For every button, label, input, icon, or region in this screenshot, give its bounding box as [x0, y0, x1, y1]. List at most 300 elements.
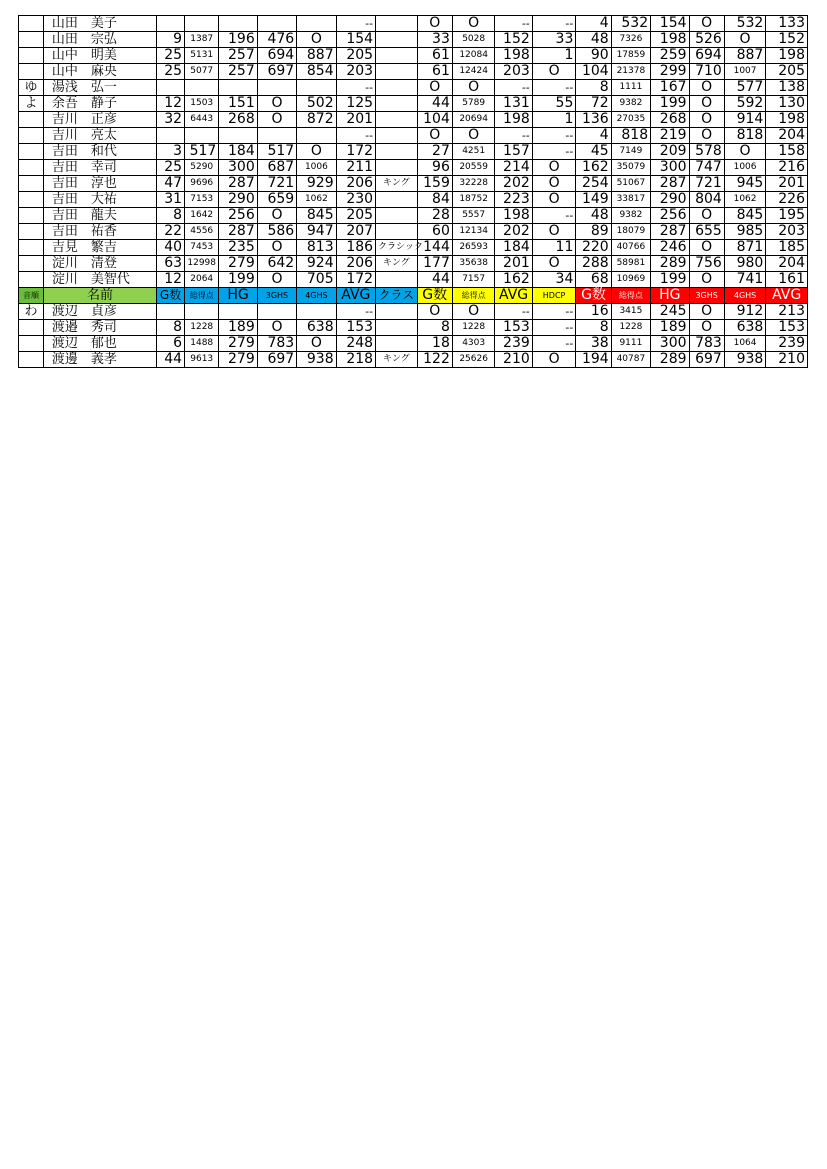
score-cell: 8	[157, 320, 185, 336]
score-cell: 17859	[611, 48, 650, 64]
score-cell: 8	[576, 320, 611, 336]
score-cell: 205	[336, 208, 375, 224]
row-index-kana: わ	[19, 304, 44, 320]
header-cell: HG	[651, 288, 689, 304]
score-cell: 4	[576, 128, 611, 144]
table-row	[19, 336, 808, 352]
table-row	[19, 256, 808, 272]
score-cell: 104	[417, 112, 452, 128]
score-cell	[157, 128, 185, 144]
bowling-score-table	[18, 15, 808, 368]
score-cell: 697	[689, 352, 724, 368]
score-cell	[376, 96, 418, 112]
row-index-kana	[19, 128, 44, 144]
score-cell: 476	[257, 32, 296, 48]
score-cell: 136	[576, 112, 611, 128]
score-cell: 256	[651, 208, 689, 224]
table-row	[19, 128, 808, 144]
rows-before-header	[19, 16, 808, 288]
score-cell: --	[532, 208, 576, 224]
score-cell: 204	[766, 128, 808, 144]
score-cell: 526	[689, 32, 724, 48]
score-cell: 61	[417, 48, 452, 64]
score-cell: 205	[766, 64, 808, 80]
score-cell: 279	[219, 256, 257, 272]
table-row	[19, 144, 808, 160]
score-cell: 697	[257, 352, 296, 368]
header-cell: G数	[157, 288, 185, 304]
score-cell: 1	[532, 48, 576, 64]
score-cell: 4251	[452, 144, 495, 160]
score-cell	[376, 272, 418, 288]
score-cell: O	[257, 320, 296, 336]
score-cell: 8	[417, 320, 452, 336]
score-cell	[376, 48, 418, 64]
score-cell: 189	[651, 320, 689, 336]
score-cell: 8	[157, 208, 185, 224]
score-cell: 209	[651, 144, 689, 160]
header-cell: 3GHS	[689, 288, 724, 304]
score-cell: 21378	[611, 64, 650, 80]
table-row	[19, 320, 808, 336]
score-cell: 697	[257, 64, 296, 80]
score-cell: O	[689, 272, 724, 288]
score-cell: 149	[576, 192, 611, 208]
score-cell: 1062	[297, 192, 336, 208]
score-cell: 929	[297, 176, 336, 192]
score-cell: 40	[157, 240, 185, 256]
score-cell: 532	[611, 16, 650, 32]
score-cell: 254	[576, 176, 611, 192]
player-name: 吉田 龍夫	[43, 208, 156, 224]
score-cell: O	[452, 80, 495, 96]
score-cell: 204	[766, 256, 808, 272]
score-cell: 206	[336, 176, 375, 192]
score-cell: 290	[219, 192, 257, 208]
score-cell: 202	[495, 176, 532, 192]
score-cell: 741	[724, 272, 766, 288]
score-cell: 201	[766, 176, 808, 192]
score-cell: 818	[724, 128, 766, 144]
score-cell: 9	[157, 32, 185, 48]
score-cell	[257, 80, 296, 96]
score-cell: 4556	[185, 224, 219, 240]
score-cell: 230	[336, 192, 375, 208]
score-cell: --	[336, 16, 375, 32]
table-row	[19, 16, 808, 32]
score-cell: 517	[185, 144, 219, 160]
score-cell	[219, 80, 257, 96]
score-cell: 287	[219, 224, 257, 240]
header-index: 音順	[19, 288, 44, 304]
score-cell: 202	[495, 224, 532, 240]
score-cell: 945	[724, 176, 766, 192]
score-cell: 201	[336, 112, 375, 128]
score-cell: 914	[724, 112, 766, 128]
score-cell: 845	[297, 208, 336, 224]
score-cell	[376, 80, 418, 96]
score-cell: 189	[219, 320, 257, 336]
score-cell: 199	[219, 272, 257, 288]
score-cell: 122	[417, 352, 452, 368]
score-cell: --	[532, 16, 576, 32]
table-row	[19, 32, 808, 48]
score-cell: 3415	[611, 304, 650, 320]
score-cell: 198	[651, 32, 689, 48]
score-cell: 11	[532, 240, 576, 256]
score-cell: 12084	[452, 48, 495, 64]
score-cell: 1006	[724, 160, 766, 176]
score-cell: O	[297, 32, 336, 48]
row-index-kana: ゆ	[19, 80, 44, 96]
score-cell: 28	[417, 208, 452, 224]
score-cell: O	[724, 32, 766, 48]
table-row	[19, 48, 808, 64]
score-cell: 151	[219, 96, 257, 112]
header-row-group	[19, 288, 808, 304]
score-cell: 783	[257, 336, 296, 352]
score-cell: 25626	[452, 352, 495, 368]
score-cell: O	[452, 128, 495, 144]
row-index-kana	[19, 16, 44, 32]
score-cell: 12424	[452, 64, 495, 80]
score-cell: O	[417, 16, 452, 32]
row-index-kana	[19, 176, 44, 192]
score-cell: 213	[766, 304, 808, 320]
table-row	[19, 112, 808, 128]
row-index-kana	[19, 256, 44, 272]
score-cell: 90	[576, 48, 611, 64]
score-cell: O	[452, 16, 495, 32]
score-cell: O	[417, 80, 452, 96]
score-cell: 58981	[611, 256, 650, 272]
score-cell: 177	[417, 256, 452, 272]
header-cell: AVG	[766, 288, 808, 304]
score-cell: 25	[157, 64, 185, 80]
score-cell	[376, 16, 418, 32]
table-row	[19, 224, 808, 240]
row-index-kana	[19, 48, 44, 64]
score-cell: 1062	[724, 192, 766, 208]
score-cell: 38	[576, 336, 611, 352]
score-cell: 198	[495, 48, 532, 64]
score-cell: 25	[157, 48, 185, 64]
score-cell: 154	[651, 16, 689, 32]
score-cell: 517	[257, 144, 296, 160]
score-cell: 985	[724, 224, 766, 240]
score-cell: 287	[651, 224, 689, 240]
player-name: 山田 宗弘	[43, 32, 156, 48]
score-cell	[376, 224, 418, 240]
score-cell: 3	[157, 144, 185, 160]
score-cell	[297, 304, 336, 320]
score-cell: --	[532, 304, 576, 320]
header-cell: HDCP	[532, 288, 576, 304]
player-name: 山田 美子	[43, 16, 156, 32]
score-cell: 96	[417, 160, 452, 176]
score-cell: 845	[724, 208, 766, 224]
score-cell: 194	[576, 352, 611, 368]
score-cell: 40766	[611, 240, 650, 256]
score-cell: 185	[766, 240, 808, 256]
player-name: 淀川 美智代	[43, 272, 156, 288]
score-cell: 5077	[185, 64, 219, 80]
score-cell	[297, 80, 336, 96]
score-cell: O	[417, 304, 452, 320]
score-cell: 162	[495, 272, 532, 288]
score-cell	[376, 336, 418, 352]
table-row	[19, 176, 808, 192]
score-cell: O	[689, 16, 724, 32]
score-cell	[376, 64, 418, 80]
header-cell: AVG	[336, 288, 375, 304]
score-cell	[219, 16, 257, 32]
score-cell: 257	[219, 48, 257, 64]
score-cell: 239	[766, 336, 808, 352]
score-cell: 131	[495, 96, 532, 112]
score-cell: O	[297, 144, 336, 160]
score-cell: 300	[219, 160, 257, 176]
row-index-kana	[19, 32, 44, 48]
score-cell: 5028	[452, 32, 495, 48]
score-cell	[257, 304, 296, 320]
score-cell: 4303	[452, 336, 495, 352]
score-cell: 5789	[452, 96, 495, 112]
score-cell: 299	[651, 64, 689, 80]
score-cell: 133	[766, 16, 808, 32]
score-cell: 289	[651, 256, 689, 272]
score-cell: 48	[576, 32, 611, 48]
score-cell: 152	[766, 32, 808, 48]
score-cell: 947	[297, 224, 336, 240]
score-cell: 44	[157, 352, 185, 368]
score-cell: O	[532, 192, 576, 208]
score-cell: 84	[417, 192, 452, 208]
score-cell	[219, 304, 257, 320]
score-cell: 31	[157, 192, 185, 208]
score-cell: 51067	[611, 176, 650, 192]
score-cell: 201	[495, 256, 532, 272]
score-cell: 246	[651, 240, 689, 256]
score-cell: 205	[336, 48, 375, 64]
score-cell: --	[532, 128, 576, 144]
score-cell: 144	[417, 240, 452, 256]
score-cell: 239	[495, 336, 532, 352]
score-cell: 214	[495, 160, 532, 176]
score-cell: 1	[532, 112, 576, 128]
score-cell: 25	[157, 160, 185, 176]
score-cell: 259	[651, 48, 689, 64]
score-cell: 6443	[185, 112, 219, 128]
score-cell: 4	[576, 16, 611, 32]
score-cell: O	[257, 272, 296, 288]
score-cell: 638	[724, 320, 766, 336]
score-cell: 578	[689, 144, 724, 160]
player-name: 山中 麻央	[43, 64, 156, 80]
table-row	[19, 240, 808, 256]
score-cell: --	[336, 128, 375, 144]
score-cell: O	[689, 240, 724, 256]
player-name: 吉川 亮太	[43, 128, 156, 144]
score-cell	[157, 304, 185, 320]
score-cell: 872	[297, 112, 336, 128]
score-cell: 1228	[611, 320, 650, 336]
score-cell	[185, 128, 219, 144]
score-cell: 5131	[185, 48, 219, 64]
player-name: 吉田 幸司	[43, 160, 156, 176]
score-cell: 586	[257, 224, 296, 240]
score-cell: キング	[376, 256, 418, 272]
score-cell: 199	[651, 96, 689, 112]
score-cell: 9111	[611, 336, 650, 352]
player-name: 渡辺 貞彦	[43, 304, 156, 320]
score-cell: 198	[766, 48, 808, 64]
score-cell	[376, 112, 418, 128]
score-cell: 198	[495, 112, 532, 128]
score-cell: --	[532, 336, 576, 352]
score-cell: 279	[219, 336, 257, 352]
score-cell: O	[452, 304, 495, 320]
rows-after-header	[19, 304, 808, 368]
score-cell: 1111	[611, 80, 650, 96]
score-cell: 199	[651, 272, 689, 288]
score-cell: --	[532, 320, 576, 336]
score-cell: 16	[576, 304, 611, 320]
table-row	[19, 352, 808, 368]
score-cell: 196	[219, 32, 257, 48]
score-cell: 1387	[185, 32, 219, 48]
score-cell: 12134	[452, 224, 495, 240]
score-cell: 502	[297, 96, 336, 112]
score-cell: 287	[651, 176, 689, 192]
table-row	[19, 64, 808, 80]
score-cell: 279	[219, 352, 257, 368]
score-cell: 184	[219, 144, 257, 160]
score-cell: O	[257, 240, 296, 256]
score-cell: 1503	[185, 96, 219, 112]
score-cell: 1006	[297, 160, 336, 176]
score-cell: 223	[495, 192, 532, 208]
score-cell: 532	[724, 16, 766, 32]
score-cell: 287	[219, 176, 257, 192]
score-cell: 18752	[452, 192, 495, 208]
header-cell: 4GHS	[724, 288, 766, 304]
score-cell: 924	[297, 256, 336, 272]
score-cell: O	[532, 224, 576, 240]
score-cell: 721	[257, 176, 296, 192]
score-cell: 804	[689, 192, 724, 208]
score-cell: 47	[157, 176, 185, 192]
row-index-kana	[19, 240, 44, 256]
score-cell: 154	[336, 32, 375, 48]
score-cell: 207	[336, 224, 375, 240]
table-row	[19, 272, 808, 288]
row-index-kana	[19, 64, 44, 80]
score-cell: 158	[766, 144, 808, 160]
score-cell: 721	[689, 176, 724, 192]
score-cell	[257, 16, 296, 32]
score-cell: 195	[766, 208, 808, 224]
score-cell: 60	[417, 224, 452, 240]
score-cell	[376, 320, 418, 336]
score-cell: O	[257, 112, 296, 128]
score-cell: 245	[651, 304, 689, 320]
score-cell: 747	[689, 160, 724, 176]
score-cell: 300	[651, 160, 689, 176]
table-row	[19, 192, 808, 208]
score-cell: 12	[157, 272, 185, 288]
player-name: 渡邊 義孝	[43, 352, 156, 368]
score-cell	[376, 304, 418, 320]
score-cell: 34	[532, 272, 576, 288]
score-cell: 203	[495, 64, 532, 80]
table-row	[19, 80, 808, 96]
score-cell: 211	[336, 160, 375, 176]
score-cell: 18	[417, 336, 452, 352]
header-name: 名前	[43, 288, 156, 304]
score-cell: 7326	[611, 32, 650, 48]
score-cell: 235	[219, 240, 257, 256]
score-cell: 26593	[452, 240, 495, 256]
score-cell: 6	[157, 336, 185, 352]
score-cell: 226	[766, 192, 808, 208]
score-cell: 32228	[452, 176, 495, 192]
player-name: 淀川 清登	[43, 256, 156, 272]
score-cell: 1488	[185, 336, 219, 352]
row-index-kana	[19, 352, 44, 368]
score-cell: O	[532, 256, 576, 272]
score-cell: 912	[724, 304, 766, 320]
header-cell: HG	[219, 288, 257, 304]
score-cell: 63	[157, 256, 185, 272]
score-cell: 125	[336, 96, 375, 112]
player-name: 吉川 正彦	[43, 112, 156, 128]
score-cell: 7157	[452, 272, 495, 288]
score-cell: 1228	[185, 320, 219, 336]
score-cell: O	[257, 96, 296, 112]
player-name: 渡辺 郁也	[43, 336, 156, 352]
table-row	[19, 96, 808, 112]
row-index-kana	[19, 208, 44, 224]
score-cell: 1228	[452, 320, 495, 336]
score-cell: O	[724, 144, 766, 160]
score-cell: 22	[157, 224, 185, 240]
score-cell: O	[689, 80, 724, 96]
score-cell	[376, 32, 418, 48]
score-cell: 161	[766, 272, 808, 288]
score-cell: --	[336, 304, 375, 320]
header-cell: 3GHS	[257, 288, 296, 304]
score-cell: 48	[576, 208, 611, 224]
score-cell: 153	[495, 320, 532, 336]
score-cell: 854	[297, 64, 336, 80]
score-cell: 61	[417, 64, 452, 80]
table-row	[19, 208, 808, 224]
player-name: 湯浅 弘一	[43, 80, 156, 96]
score-cell: 172	[336, 144, 375, 160]
score-cell: 8	[576, 80, 611, 96]
score-cell: 210	[766, 352, 808, 368]
player-name: 余吾 静子	[43, 96, 156, 112]
score-cell: 12	[157, 96, 185, 112]
score-cell: 33	[532, 32, 576, 48]
score-cell: 938	[297, 352, 336, 368]
score-cell: 577	[724, 80, 766, 96]
score-cell: 203	[766, 224, 808, 240]
score-cell: 248	[336, 336, 375, 352]
score-cell: 655	[689, 224, 724, 240]
score-cell	[376, 144, 418, 160]
